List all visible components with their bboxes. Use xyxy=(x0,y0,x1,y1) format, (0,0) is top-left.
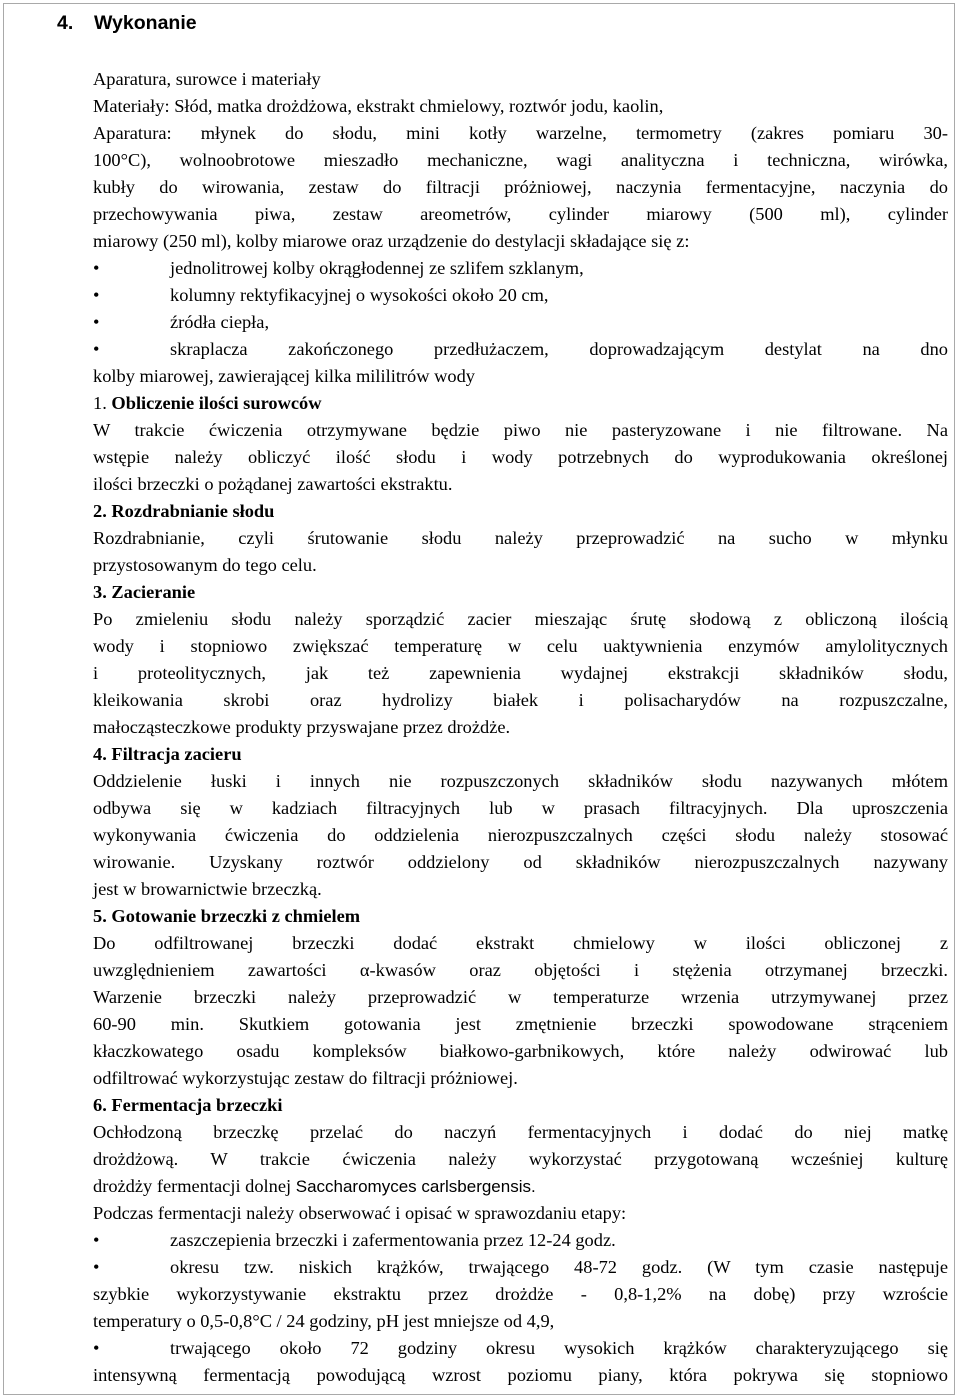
paragraph-line: Po zmieleniu słodu należy sporządzić zacier mieszając śrutę słodową z obliczoną ilością xyxy=(93,609,948,629)
subsection-title: 6. Fermentacja brzeczki xyxy=(93,1095,283,1115)
paragraph-line: kubły do wirowania, zestaw do filtracji próżniowej, naczynia fermentacyjne, naczynia do xyxy=(93,177,948,197)
subsection-heading xyxy=(93,1092,948,1118)
paragraph-line: odbywa się w kadziach filtracyjnych lub w prasach filtracyjnych. Dla uproszczenia xyxy=(93,798,948,818)
document-page xyxy=(4,4,954,1394)
paragraph-line: Aparatura, surowce i materiały xyxy=(93,69,321,89)
paragraph-line: miarowy (250 ml), kolby miarowe oraz urządzenie do destylacji składające się z: xyxy=(93,231,690,251)
bullet-item: jednolitrowej kolby okrągłodennej ze szlifem szklanym, xyxy=(170,258,584,278)
subsection-title: 5. Gotowanie brzeczki z chmielem xyxy=(93,906,361,926)
paragraph-line: wstępie należy obliczyć ilość słodu i wody potrzebnych do wyprodukowania określonej xyxy=(93,447,948,467)
paragraph-line: wody i stopniowo zwiększać temperaturę w celu uaktywnienia enzymów amylolitycznych xyxy=(93,636,948,656)
paragraph-line: przechowywania piwa, zestaw areometrów, cylinder miarowy (500 ml), cylinder xyxy=(93,204,948,224)
paragraph-line: Podczas fermentacji należy obserwować i opisać w sprawozdaniu etapy: xyxy=(93,1203,627,1223)
paragraph-line: małocząsteczkowe produkty przyswajane przez drożdże. xyxy=(93,717,511,737)
paragraph-line: i proteolitycznych, jak też zapewnienia wydajnej ekstrakcji składników słodu, xyxy=(93,663,948,683)
paragraph-line: intensywną fermentacją powodującą wzrost poziomu piany, która pokrywa się stopniowo xyxy=(93,1365,948,1385)
text-run: drożdży fermentacji dolnej xyxy=(93,1176,296,1196)
subsection-number: 1. xyxy=(93,393,107,413)
subsection-title: 3. Zacieranie xyxy=(93,582,196,602)
paragraph-line: Ochłodzoną brzeczkę przelać do naczyń fermentacyjnych i dodać do niej matkę xyxy=(93,1122,948,1142)
paragraph-line: Materiały: Słód, matka drożdżowa, ekstrakt chmielowy, roztwór jodu, kaolin, xyxy=(93,96,664,116)
paragraph-line: wirowanie. Uzyskany roztwór oddzielony od składników nierozpuszczalnych nazywany xyxy=(93,852,948,872)
subsection-heading xyxy=(93,579,948,605)
paragraph-line: przystosowanym do tego celu. xyxy=(93,555,317,575)
paragraph-line: W trakcie ćwiczenia otrzymywane będzie piwo nie pasteryzowane i nie filtrowane. Na xyxy=(93,420,948,440)
paragraph-line: 100°C), wolnoobrotowe mieszadło mechaniczne, wagi analityczna i techniczna, wirówka, xyxy=(93,150,948,170)
bullet-marker: • xyxy=(93,312,100,332)
bullet-item: okresu tzw. niskich krążków, trwającego 48-72 godz. (W tym czasie następuje xyxy=(170,1257,948,1277)
bullet-marker: • xyxy=(93,258,100,278)
bullet-marker: • xyxy=(93,285,100,305)
species-name: Saccharomyces carlsbergensis. xyxy=(295,1177,536,1196)
subsection-title: 4. Filtracja zacieru xyxy=(93,744,242,764)
paragraph-line: ilości brzeczki o pożądanej zawartości ekstraktu. xyxy=(93,474,453,494)
bullet-item: skraplacza zakończonego przedłużaczem, doprowadzającym destylat na dno xyxy=(170,339,948,359)
paragraph-line: Warzenie brzeczki należy przeprowadzić w temperaturze wrzenia utrzymywanej przez xyxy=(93,987,948,1007)
paragraph-line: wykonywania ćwiczenia do oddzielenia nierozpuszczalnych części słodu należy stosować xyxy=(93,825,948,845)
bullet-marker: • xyxy=(93,1338,100,1358)
paragraph-line: kleikowania skrobi oraz hydrolizy białek i polisacharydów na rozpuszczalne, xyxy=(93,690,948,710)
paragraph-line: Do odfiltrowanej brzeczki dodać ekstrakt chmielowy w ilości obliczonej z xyxy=(93,933,948,953)
bullet-item: trwającego około 72 godziny okresu wysokich krążków charakteryzującego się xyxy=(170,1338,948,1358)
subsection-heading xyxy=(93,741,948,767)
bullet-marker: • xyxy=(93,339,100,359)
subsection-heading xyxy=(93,498,948,524)
paragraph-line: szybkie wykorzystywanie ekstraktu przez drożdże - 0,8-1,2% na dobę) przy wzroście xyxy=(93,1284,948,1304)
bullet-item: zaszczepienia brzeczki i zafermentowania przez 12-24 godz. xyxy=(170,1230,616,1250)
paragraph-line: drożdżową. W trakcie ćwiczenia należy wykorzystać przygotowaną wcześniej kulturę xyxy=(93,1149,948,1169)
paragraph-line xyxy=(93,1173,948,1199)
section-number: 4. xyxy=(57,12,74,34)
subsection-heading xyxy=(93,390,948,416)
section-heading xyxy=(57,12,197,35)
bullet-marker: • xyxy=(93,1257,100,1277)
subsection-heading xyxy=(93,903,948,929)
paragraph-line: jest w browarnictwie brzeczką. xyxy=(93,879,322,899)
paragraph-line: Rozdrabnianie, czyli śrutowanie słodu należy przeprowadzić na sucho w młynku xyxy=(93,528,948,548)
paragraph-line: kolby miarowej, zawierającej kilka mililitrów wody xyxy=(93,366,476,386)
paragraph-line: uwzględnieniem zawartości α-kwasów oraz objętości i stężenia otrzymanej brzeczki. xyxy=(93,960,948,980)
subsection-title: Obliczenie ilości surowców xyxy=(111,393,322,413)
bullet-item: kolumny rektyfikacyjnej o wysokości około 20 cm, xyxy=(170,285,549,305)
section-title: Wykonanie xyxy=(94,12,197,34)
bullet-marker: • xyxy=(93,1230,100,1250)
paragraph-line: Oddzielenie łuski i innych nie rozpuszczonych składników słodu nazywanych młótem xyxy=(93,771,948,791)
subsection-title: 2. Rozdrabnianie słodu xyxy=(93,501,275,521)
paragraph-line: odfiltrować wykorzystując zestaw do filtracji próżniowej. xyxy=(93,1068,518,1088)
paragraph-line: kłaczkowatego osadu kompleksów białkowo-garbnikowych, które należy odwirować lub xyxy=(93,1041,948,1061)
page-frame xyxy=(3,3,955,1395)
bullet-item: źródła ciepła, xyxy=(170,312,270,332)
paragraph-line: Aparatura: młynek do słodu, mini kotły warzelne, termometry (zakres pomiaru 30- xyxy=(93,123,948,143)
paragraph-line: temperatury o 0,5-0,8°C / 24 godziny, pH jest mniejsze od 4,9, xyxy=(93,1311,555,1331)
paragraph-line: 60-90 min. Skutkiem gotowania jest zmętnienie brzeczki spowodowane strąceniem xyxy=(93,1014,948,1034)
